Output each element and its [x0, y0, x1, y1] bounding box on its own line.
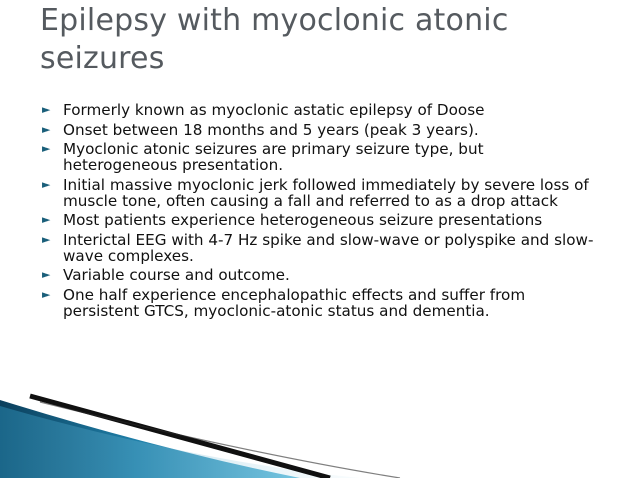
decorative-wave — [0, 388, 638, 478]
list-item — [40, 102, 600, 118]
bullet-text: Onset between 18 months and 5 years (peak 3 years). — [63, 120, 479, 139]
list-item — [40, 122, 600, 138]
bullet-text: Formerly known as myoclonic astatic epilepsy of Doose — [63, 101, 485, 119]
arrow-bullet-icon: ► — [42, 122, 51, 136]
bullet-text: Initial massive myoclonic jerk followed immediately by severe loss of muscle tone, often causing a fall and referred to as a drop attack — [63, 175, 589, 210]
bullet-text: Most patients experience heterogeneous seizure presentations — [63, 211, 543, 229]
bullet-text: Variable course and outcome. — [63, 266, 290, 284]
arrow-bullet-icon: ► — [42, 213, 51, 226]
bullet-list — [40, 102, 600, 322]
list-item — [40, 267, 600, 283]
bullet-text: Interictal EEG with 4-7 Hz spike and slow-wave or polyspike and slow-wave complexes. — [63, 230, 594, 265]
list-item — [40, 141, 600, 173]
list-item — [40, 177, 600, 209]
list-item — [40, 232, 600, 264]
bullet-text: Myoclonic atonic seizures are primary seizure type, but heterogeneous presentation. — [63, 140, 484, 174]
bullet-text: One half experience encephalopathic effects and suffer from persistent GTCS, myoclonic-atonic status and dementia. — [63, 285, 526, 320]
arrow-bullet-icon: ► — [42, 232, 51, 246]
list-item — [40, 212, 600, 228]
slide-title: Epilepsy with myoclonic atonic seizures — [40, 3, 509, 76]
arrow-bullet-icon: ► — [42, 287, 51, 301]
arrow-bullet-icon: ► — [42, 142, 51, 155]
arrow-bullet-icon: ► — [42, 103, 51, 116]
arrow-bullet-icon: ► — [42, 268, 51, 281]
list-item — [40, 287, 600, 319]
arrow-bullet-icon: ► — [42, 177, 51, 191]
